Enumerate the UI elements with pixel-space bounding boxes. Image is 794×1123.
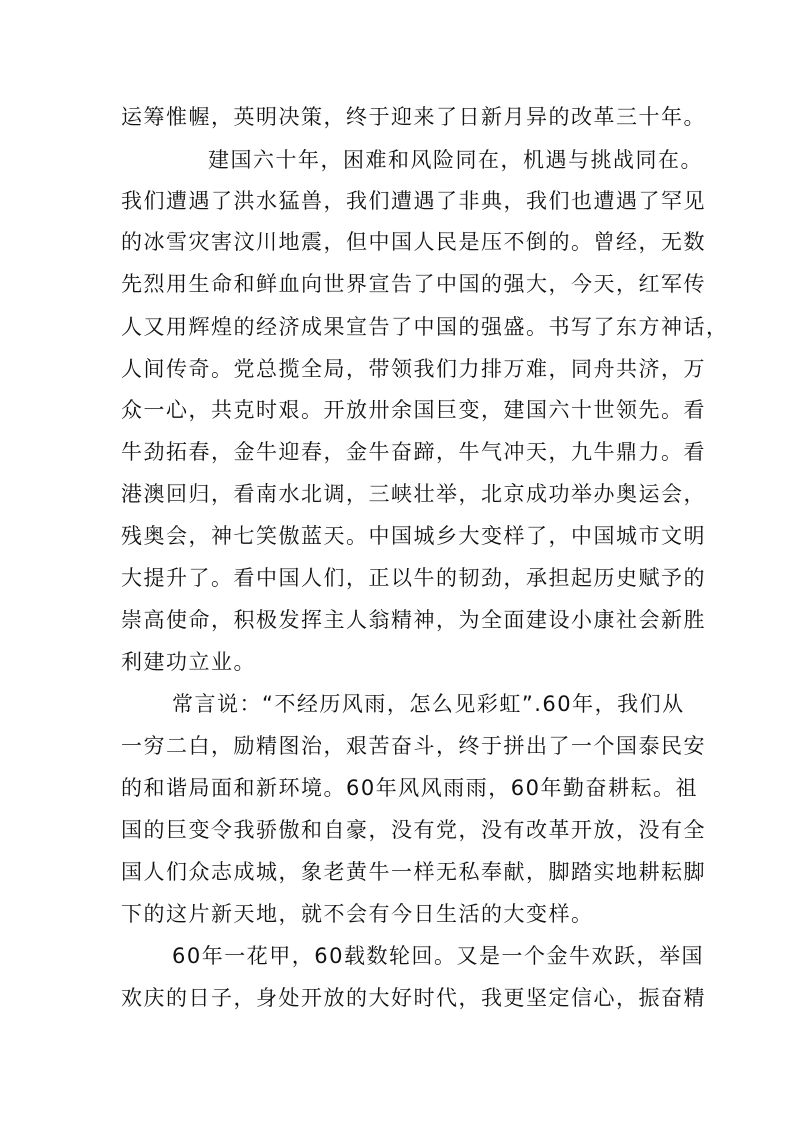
text-line: 港澳回归，看南水北调，三峡壮举，北京成功举办奥运会， [121, 482, 706, 506]
text-line: 残奥会，神七笑傲蓝天。中国城乡大变样了，中国城市文明 [121, 524, 706, 548]
text-line: 建国六十年，困难和风险同在，机遇与挑战同在。 [208, 148, 703, 172]
text-line: 一穷二白，励精图治，艰苦奋斗，终于拼出了一个国泰民安 [121, 734, 706, 758]
text-line: 崇高使命，积极发挥主人翁精神，为全面建设小康社会新胜 [121, 608, 706, 632]
text-line: 国人们众志成城，象老黄牛一样无私奉献，脚踏实地耕耘脚 [121, 860, 706, 884]
text-line: 先烈用生命和鲜血向世界宣告了中国的强大，今天，红军传 [121, 272, 706, 296]
text-line: 牛劲拓春，金牛迎春，金牛奋蹄，牛气冲天，九牛鼎力。看 [121, 440, 706, 464]
text-line: 国的巨变令我骄傲和自豪，没有党，没有改革开放，没有全 [121, 818, 706, 842]
text-line: 运筹惟幄，英明决策，终于迎来了日新月异的改革三十年。 [121, 105, 706, 129]
text-line: 我们遭遇了洪水猛兽，我们遭遇了非典，我们也遭遇了罕见 [121, 189, 706, 213]
text-line: 人间传奇。党总揽全局，带领我们力排万难，同舟共济，万 [121, 357, 706, 381]
text-line: 的和谐局面和新环境。60年风风雨雨，60年勤奋耕耘。祖 [121, 776, 698, 800]
text-line: 众一心，共克时艰。开放卅余国巨变，建国六十世领先。看 [121, 398, 706, 422]
text-line: 大提升了。看中国人们，正以牛的韧劲，承担起历史赋予的 [121, 566, 706, 590]
text-line: 欢庆的日子，身处开放的大好时代，我更坚定信心，振奋精 [121, 986, 706, 1010]
text-line: 60年一花甲，60载数轮回。又是一个金牛欢跃，举国 [172, 944, 704, 968]
text-line: 下的这片新天地，就不会有今日生活的大变样。 [121, 902, 594, 926]
text-line: 利建功立业。 [121, 650, 256, 674]
text-line: 人又用辉煌的经济成果宣告了中国的强盛。书写了东方神话， [121, 315, 729, 339]
text-line: 的冰雪灾害汶川地震，但中国人民是压不倒的。曾经，无数 [121, 230, 706, 254]
text-line: 常言说：“不经历风雨，怎么见彩虹”.60年，我们从 [172, 692, 685, 716]
